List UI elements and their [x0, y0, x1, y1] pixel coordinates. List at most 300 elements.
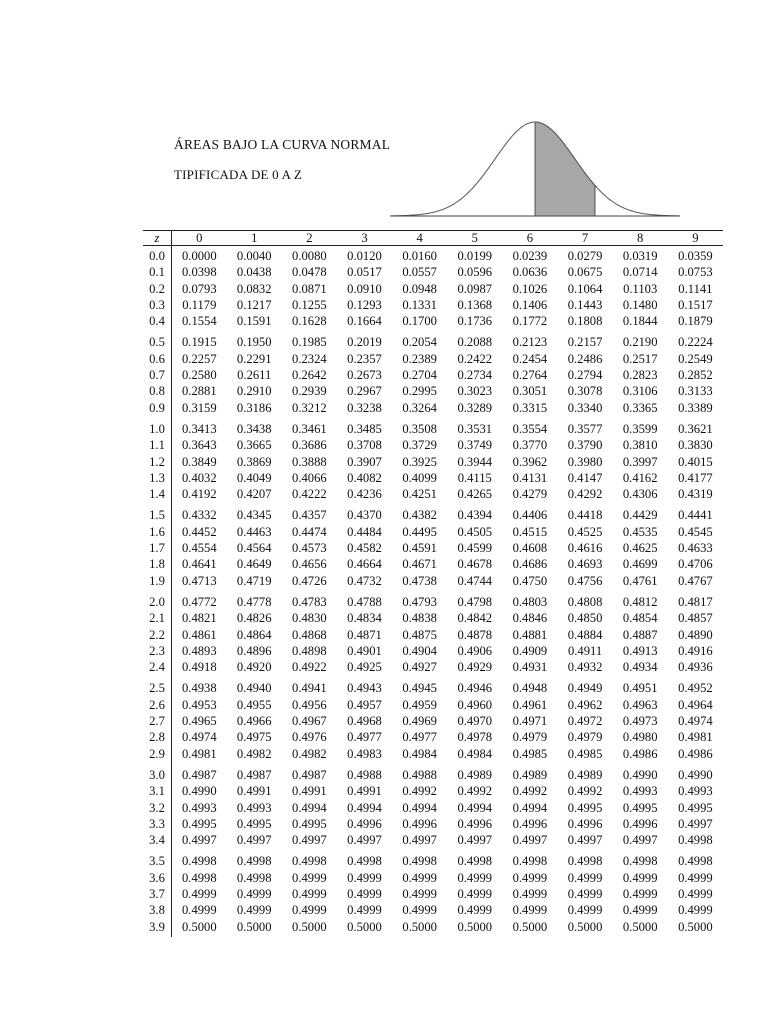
area-value-cell: 0.4962 [567, 697, 603, 712]
area-value-cell: 0.1331 [402, 297, 437, 312]
area-value-cell: 0.1179 [182, 297, 217, 312]
area-value-cell: 0.1985 [292, 335, 327, 350]
area-value-cell: 0.5000 [622, 919, 658, 934]
area-value-cell: 0.3531 [457, 421, 493, 436]
area-value-cell: 0.4222 [292, 487, 327, 502]
area-value-cell: 0.4982 [292, 746, 327, 761]
area-value-cell: 0.0948 [402, 281, 437, 296]
area-value-cell: 0.4756 [567, 573, 603, 588]
area-value-cell: 0.4394 [457, 508, 493, 523]
area-value-cell: 0.3508 [402, 421, 437, 436]
table-row [143, 800, 723, 816]
area-value-cell: 0.4955 [236, 697, 272, 712]
area-value-cell: 0.1915 [182, 335, 217, 350]
area-value-cell: 0.0120 [347, 249, 382, 263]
area-value-cell: 0.1736 [457, 314, 493, 329]
area-value-cell: 0.4798 [457, 594, 493, 609]
area-value-cell: 0.2454 [512, 351, 548, 366]
area-value-cell: 0.1217 [236, 297, 272, 312]
area-value-cell: 0.3438 [236, 421, 272, 436]
area-value-cell: 0.4957 [347, 697, 382, 712]
area-value-cell: 0.4989 [457, 767, 493, 782]
area-value-cell: 0.4997 [457, 833, 493, 848]
column-header: 2 [282, 231, 337, 246]
area-value-cell: 0.3461 [292, 421, 327, 436]
area-value-cell: 0.2357 [347, 351, 382, 366]
area-value-cell: 0.3389 [678, 400, 713, 415]
area-value-cell: 0.4177 [678, 470, 713, 485]
area-value-cell: 0.2549 [678, 351, 713, 366]
area-value-cell: 0.4945 [402, 681, 437, 696]
table-row [143, 589, 723, 610]
area-value-cell: 0.2324 [292, 351, 327, 366]
area-value-cell: 0.4999 [402, 903, 437, 918]
area-value-cell: 0.4961 [512, 697, 548, 712]
area-value-cell: 0.4656 [292, 557, 327, 572]
area-value-cell: 0.4975 [236, 730, 272, 745]
area-value-cell: 0.4913 [622, 643, 658, 658]
table-row [143, 870, 723, 886]
area-value-cell: 0.4993 [182, 800, 217, 815]
area-value-cell: 0.2088 [457, 335, 493, 350]
area-value-cell: 0.4599 [457, 541, 493, 556]
z-value-cell: 2.5 [143, 675, 172, 696]
area-value-cell: 0.4985 [567, 746, 603, 761]
area-value-cell: 0.4998 [236, 854, 272, 869]
table-row [143, 627, 723, 643]
area-value-cell: 0.4890 [678, 627, 713, 642]
area-value-cell: 0.4292 [567, 487, 603, 502]
area-value-cell: 0.4974 [182, 730, 217, 745]
area-value-cell: 0.4936 [678, 660, 713, 675]
area-value-cell: 0.4999 [292, 903, 327, 918]
area-value-cell: 0.4713 [182, 573, 217, 588]
area-value-cell: 0.3289 [457, 400, 493, 415]
area-value-cell: 0.4996 [622, 816, 658, 831]
area-value-cell: 0.3238 [347, 400, 382, 415]
area-value-cell: 0.4871 [347, 627, 382, 642]
z-value-cell: 1.1 [143, 437, 172, 453]
area-value-cell: 0.4999 [347, 903, 382, 918]
page-title-line1: ÁREAS BAJO LA CURVA NORMAL [174, 137, 391, 152]
area-value-cell: 0.3770 [512, 438, 548, 453]
area-value-cell: 0.0359 [678, 249, 713, 263]
area-value-cell: 0.4990 [622, 767, 658, 782]
area-value-cell: 0.4998 [182, 870, 217, 885]
area-value-cell: 0.4980 [622, 730, 658, 745]
area-value-cell: 0.4938 [182, 681, 217, 696]
table-row [143, 297, 723, 313]
area-value-cell: 0.4082 [347, 470, 382, 485]
area-value-cell: 0.2823 [622, 368, 658, 383]
area-value-cell: 0.4991 [236, 784, 272, 799]
area-value-cell: 0.4981 [678, 730, 713, 745]
area-value-cell: 0.4525 [567, 524, 603, 539]
area-value-cell: 0.2389 [402, 351, 437, 366]
area-value-cell: 0.4535 [622, 524, 658, 539]
area-value-cell: 0.4999 [347, 886, 382, 901]
area-value-cell: 0.4996 [567, 816, 603, 831]
area-value-cell: 0.4997 [182, 833, 217, 848]
area-value-cell: 0.3264 [402, 400, 437, 415]
area-value-cell: 0.2642 [292, 368, 327, 383]
area-value-cell: 0.2611 [237, 368, 272, 383]
area-value-cell: 0.4985 [512, 746, 548, 761]
area-value-cell: 0.4996 [402, 816, 437, 831]
area-value-cell: 0.4887 [622, 627, 658, 642]
area-value-cell: 0.4633 [678, 541, 713, 556]
area-value-cell: 0.3686 [292, 438, 327, 453]
area-value-cell: 0.4940 [236, 681, 272, 696]
area-value-cell: 0.2123 [512, 335, 548, 350]
area-value-cell: 0.4251 [402, 487, 437, 502]
z-value-cell: 0.6 [143, 351, 172, 367]
area-value-cell: 0.4995 [182, 816, 217, 831]
area-value-cell: 0.2486 [567, 351, 603, 366]
area-value-cell: 0.5000 [457, 919, 493, 934]
area-value-cell: 0.4999 [347, 870, 382, 885]
area-value-cell: 0.4545 [678, 524, 713, 539]
area-value-cell: 0.0675 [567, 265, 603, 280]
area-value-cell: 0.2019 [347, 335, 382, 350]
table-row [143, 643, 723, 659]
table-row [143, 470, 723, 486]
area-value-cell: 0.4452 [182, 524, 217, 539]
z-value-cell: 3.3 [143, 816, 172, 832]
area-value-cell: 0.1255 [292, 297, 327, 312]
area-value-cell: 0.4956 [292, 697, 327, 712]
area-value-cell: 0.4969 [402, 714, 437, 729]
area-value-cell: 0.3365 [622, 400, 658, 415]
area-value-cell: 0.1443 [567, 297, 603, 312]
area-value-cell: 0.1772 [512, 314, 548, 329]
area-value-cell: 0.4994 [402, 800, 437, 815]
z-value-cell: 3.2 [143, 800, 172, 816]
area-value-cell: 0.4991 [347, 784, 382, 799]
table-row [143, 659, 723, 675]
area-value-cell: 0.4505 [457, 524, 493, 539]
column-header: 4 [392, 231, 447, 246]
area-value-cell: 0.4998 [622, 854, 658, 869]
z-value-cell: 0.5 [143, 329, 172, 350]
area-value-cell: 0.4418 [567, 508, 603, 523]
area-value-cell: 0.4946 [457, 681, 493, 696]
area-value-cell: 0.4999 [182, 886, 217, 901]
area-value-cell: 0.1664 [347, 314, 382, 329]
area-value-cell: 0.4772 [182, 594, 217, 609]
area-value-cell: 0.4922 [292, 660, 327, 675]
area-value-cell: 0.4992 [512, 784, 548, 799]
area-value-cell: 0.4995 [567, 800, 603, 815]
area-value-cell: 0.4965 [182, 714, 217, 729]
area-value-cell: 0.2422 [457, 351, 493, 366]
area-value-cell: 0.4625 [622, 541, 658, 556]
area-value-cell: 0.0910 [347, 281, 382, 296]
z-value-cell: 0.8 [143, 383, 172, 399]
area-value-cell: 0.4999 [402, 886, 437, 901]
area-value-cell: 0.4992 [457, 784, 493, 799]
area-value-cell: 0.0000 [182, 249, 217, 263]
column-header: 9 [668, 231, 723, 246]
area-value-cell: 0.4842 [457, 611, 493, 626]
area-value-cell: 0.4987 [182, 767, 217, 782]
area-value-cell: 0.2910 [236, 384, 272, 399]
table-header-row [143, 231, 723, 246]
z-value-cell: 1.0 [143, 416, 172, 437]
area-value-cell: 0.4719 [236, 573, 272, 588]
area-value-cell: 0.3708 [347, 438, 382, 453]
area-value-cell: 0.4997 [292, 833, 327, 848]
area-value-cell: 0.4973 [622, 714, 658, 729]
area-value-cell: 0.0557 [402, 265, 437, 280]
area-value-cell: 0.4999 [512, 870, 548, 885]
area-value-cell: 0.1368 [457, 297, 493, 312]
area-value-cell: 0.3051 [512, 384, 548, 399]
area-value-cell: 0.3413 [182, 421, 217, 436]
area-value-cell: 0.4943 [347, 681, 382, 696]
table-row [143, 416, 723, 437]
area-value-cell: 0.4616 [567, 541, 603, 556]
area-value-cell: 0.4998 [402, 854, 437, 869]
area-value-cell: 0.4999 [678, 903, 713, 918]
z-value-cell: 1.6 [143, 524, 172, 540]
table-row [143, 675, 723, 696]
z-value-cell: 0.9 [143, 400, 172, 416]
area-value-cell: 0.5000 [567, 919, 603, 934]
area-value-cell: 0.3925 [402, 454, 437, 469]
area-value-cell: 0.4706 [678, 557, 713, 572]
area-value-cell: 0.0987 [457, 281, 493, 296]
z-value-cell: 1.2 [143, 454, 172, 470]
area-value-cell: 0.4995 [236, 816, 272, 831]
z-value-cell: 2.0 [143, 589, 172, 610]
area-value-cell: 0.3212 [292, 400, 327, 415]
column-header: 0 [172, 231, 227, 246]
area-value-cell: 0.1700 [402, 314, 437, 329]
area-value-cell: 0.4744 [457, 573, 493, 588]
z-value-cell: 3.7 [143, 886, 172, 902]
area-value-cell: 0.4573 [292, 541, 327, 556]
z-value-cell: 1.5 [143, 502, 172, 523]
area-value-cell: 0.4864 [236, 627, 272, 642]
area-value-cell: 0.2157 [567, 335, 603, 350]
z-value-cell: 2.8 [143, 729, 172, 745]
area-value-cell: 0.3888 [292, 454, 327, 469]
area-value-cell: 0.4783 [292, 594, 327, 609]
area-value-cell: 0.3830 [678, 438, 713, 453]
area-value-cell: 0.5000 [236, 919, 272, 934]
z-value-cell: 3.6 [143, 870, 172, 886]
area-value-cell: 0.4987 [236, 767, 272, 782]
area-value-cell: 0.4967 [292, 714, 327, 729]
area-value-cell: 0.4972 [567, 714, 603, 729]
area-value-cell: 0.5000 [292, 919, 327, 934]
area-value-cell: 0.3133 [678, 384, 713, 399]
area-value-cell: 0.4977 [402, 730, 437, 745]
area-value-cell: 0.4868 [292, 627, 327, 642]
z-value-cell: 2.9 [143, 746, 172, 762]
area-value-cell: 0.4406 [512, 508, 548, 523]
table-row [143, 486, 723, 502]
table-row [143, 351, 723, 367]
table-body [143, 246, 723, 937]
area-value-cell: 0.4808 [567, 594, 603, 609]
area-value-cell: 0.4803 [512, 594, 548, 609]
area-value-cell: 0.4990 [182, 784, 217, 799]
area-value-cell: 0.1591 [236, 314, 272, 329]
area-value-cell: 0.4997 [402, 833, 437, 848]
table-row [143, 383, 723, 399]
area-value-cell: 0.4932 [567, 660, 603, 675]
area-value-cell: 0.4429 [622, 508, 658, 523]
area-value-cell: 0.5000 [182, 919, 217, 934]
column-header: 5 [447, 231, 502, 246]
area-value-cell: 0.0239 [512, 249, 548, 263]
area-value-cell: 0.4994 [457, 800, 493, 815]
area-value-cell: 0.4761 [622, 573, 658, 588]
area-value-cell: 0.4999 [457, 886, 493, 901]
area-value-cell: 0.0040 [236, 249, 272, 263]
z-value-cell: 1.4 [143, 486, 172, 502]
area-value-cell: 0.4997 [622, 833, 658, 848]
area-value-cell: 0.4192 [182, 487, 217, 502]
z-value-cell: 0.1 [143, 264, 172, 280]
area-value-cell: 0.2704 [402, 368, 437, 383]
area-value-cell: 0.0793 [182, 281, 217, 296]
area-value-cell: 0.4678 [457, 557, 493, 572]
area-value-cell: 0.4941 [292, 681, 327, 696]
area-value-cell: 0.0398 [182, 265, 217, 280]
area-value-cell: 0.0478 [292, 265, 327, 280]
area-value-cell: 0.4999 [236, 886, 272, 901]
area-value-cell: 0.4996 [347, 816, 382, 831]
table-row [143, 886, 723, 902]
z-value-cell: 0.4 [143, 313, 172, 329]
area-value-cell: 0.4306 [622, 487, 658, 502]
area-value-cell: 0.2580 [182, 368, 217, 383]
area-value-cell: 0.4948 [512, 681, 548, 696]
area-value-cell: 0.4988 [402, 767, 437, 782]
area-value-cell: 0.0753 [678, 265, 713, 280]
table-row [143, 610, 723, 626]
area-value-cell: 0.4693 [567, 557, 603, 572]
area-value-cell: 0.4995 [678, 800, 713, 815]
area-value-cell: 0.4978 [457, 730, 493, 745]
area-value-cell: 0.4345 [236, 508, 272, 523]
area-value-cell: 0.1406 [512, 297, 548, 312]
table-row [143, 329, 723, 350]
area-value-cell: 0.4999 [236, 903, 272, 918]
table-row [143, 848, 723, 869]
area-value-cell: 0.2257 [182, 351, 217, 366]
area-value-cell: 0.1103 [623, 281, 658, 296]
area-value-cell: 0.4999 [567, 903, 603, 918]
column-header: 8 [613, 231, 668, 246]
column-header: 6 [502, 231, 557, 246]
table-row [143, 313, 723, 329]
area-value-cell: 0.4920 [236, 660, 272, 675]
area-value-cell: 0.4998 [678, 854, 713, 869]
area-value-cell: 0.4998 [457, 854, 493, 869]
z-value-cell: 2.1 [143, 610, 172, 626]
area-value-cell: 0.0636 [512, 265, 548, 280]
area-value-cell: 0.4999 [402, 870, 437, 885]
area-value-cell: 0.4999 [182, 903, 217, 918]
area-value-cell: 0.4929 [457, 660, 493, 675]
area-value-cell: 0.4893 [182, 643, 217, 658]
z-value-cell: 1.7 [143, 540, 172, 556]
area-value-cell: 0.4699 [622, 557, 658, 572]
column-header: 1 [227, 231, 282, 246]
area-value-cell: 0.4115 [457, 470, 492, 485]
area-value-cell: 0.4989 [512, 767, 548, 782]
area-value-cell: 0.0596 [457, 265, 493, 280]
area-value-cell: 0.4968 [347, 714, 382, 729]
area-value-cell: 0.4998 [347, 854, 382, 869]
z-value-cell: 3.5 [143, 848, 172, 869]
area-value-cell: 0.4162 [622, 470, 658, 485]
column-header: 7 [557, 231, 612, 246]
z-value-cell: 0.3 [143, 297, 172, 313]
area-value-cell: 0.3621 [678, 421, 713, 436]
area-value-cell: 0.4998 [236, 870, 272, 885]
area-value-cell: 0.3869 [236, 454, 272, 469]
area-value-cell: 0.4993 [236, 800, 272, 815]
area-value-cell: 0.2939 [292, 384, 327, 399]
area-value-cell: 0.2995 [402, 384, 437, 399]
area-value-cell: 0.4971 [512, 714, 548, 729]
z-value-cell: 1.9 [143, 573, 172, 589]
table-row [143, 783, 723, 799]
area-value-cell: 0.2517 [622, 351, 658, 366]
area-value-cell: 0.4875 [402, 627, 437, 642]
area-value-cell: 0.4332 [182, 508, 217, 523]
area-value-cell: 0.1293 [347, 297, 382, 312]
area-value-cell: 0.3944 [457, 454, 493, 469]
area-value-cell: 0.3340 [567, 400, 603, 415]
area-value-cell: 0.4147 [567, 470, 603, 485]
area-value-cell: 0.4994 [292, 800, 327, 815]
area-value-cell: 0.3790 [567, 438, 603, 453]
table-row [143, 729, 723, 745]
area-value-cell: 0.4952 [678, 681, 713, 696]
area-value-cell: 0.4812 [622, 594, 658, 609]
area-value-cell: 0.4896 [236, 643, 272, 658]
area-value-cell: 0.4970 [457, 714, 493, 729]
area-value-cell: 0.4997 [567, 833, 603, 848]
area-value-cell: 0.3907 [347, 454, 382, 469]
area-value-cell: 0.4861 [182, 627, 217, 642]
z-table [143, 230, 723, 937]
area-value-cell: 0.4999 [457, 870, 493, 885]
area-value-cell: 0.4989 [567, 767, 603, 782]
area-value-cell: 0.4515 [512, 524, 548, 539]
area-value-cell: 0.4357 [292, 508, 327, 523]
area-value-cell: 0.4997 [347, 833, 382, 848]
area-value-cell: 0.4846 [512, 611, 548, 626]
area-value-cell: 0.4999 [622, 903, 658, 918]
area-value-cell: 0.1480 [622, 297, 658, 312]
area-value-cell: 0.4949 [567, 681, 603, 696]
area-value-cell: 0.4964 [678, 697, 713, 712]
area-value-cell: 0.3078 [567, 384, 603, 399]
z-value-cell: 3.0 [143, 762, 172, 783]
table-row [143, 264, 723, 280]
area-value-cell: 0.4049 [236, 470, 272, 485]
area-value-cell: 0.4884 [567, 627, 603, 642]
table-row [143, 540, 723, 556]
area-value-cell: 0.4994 [512, 800, 548, 815]
